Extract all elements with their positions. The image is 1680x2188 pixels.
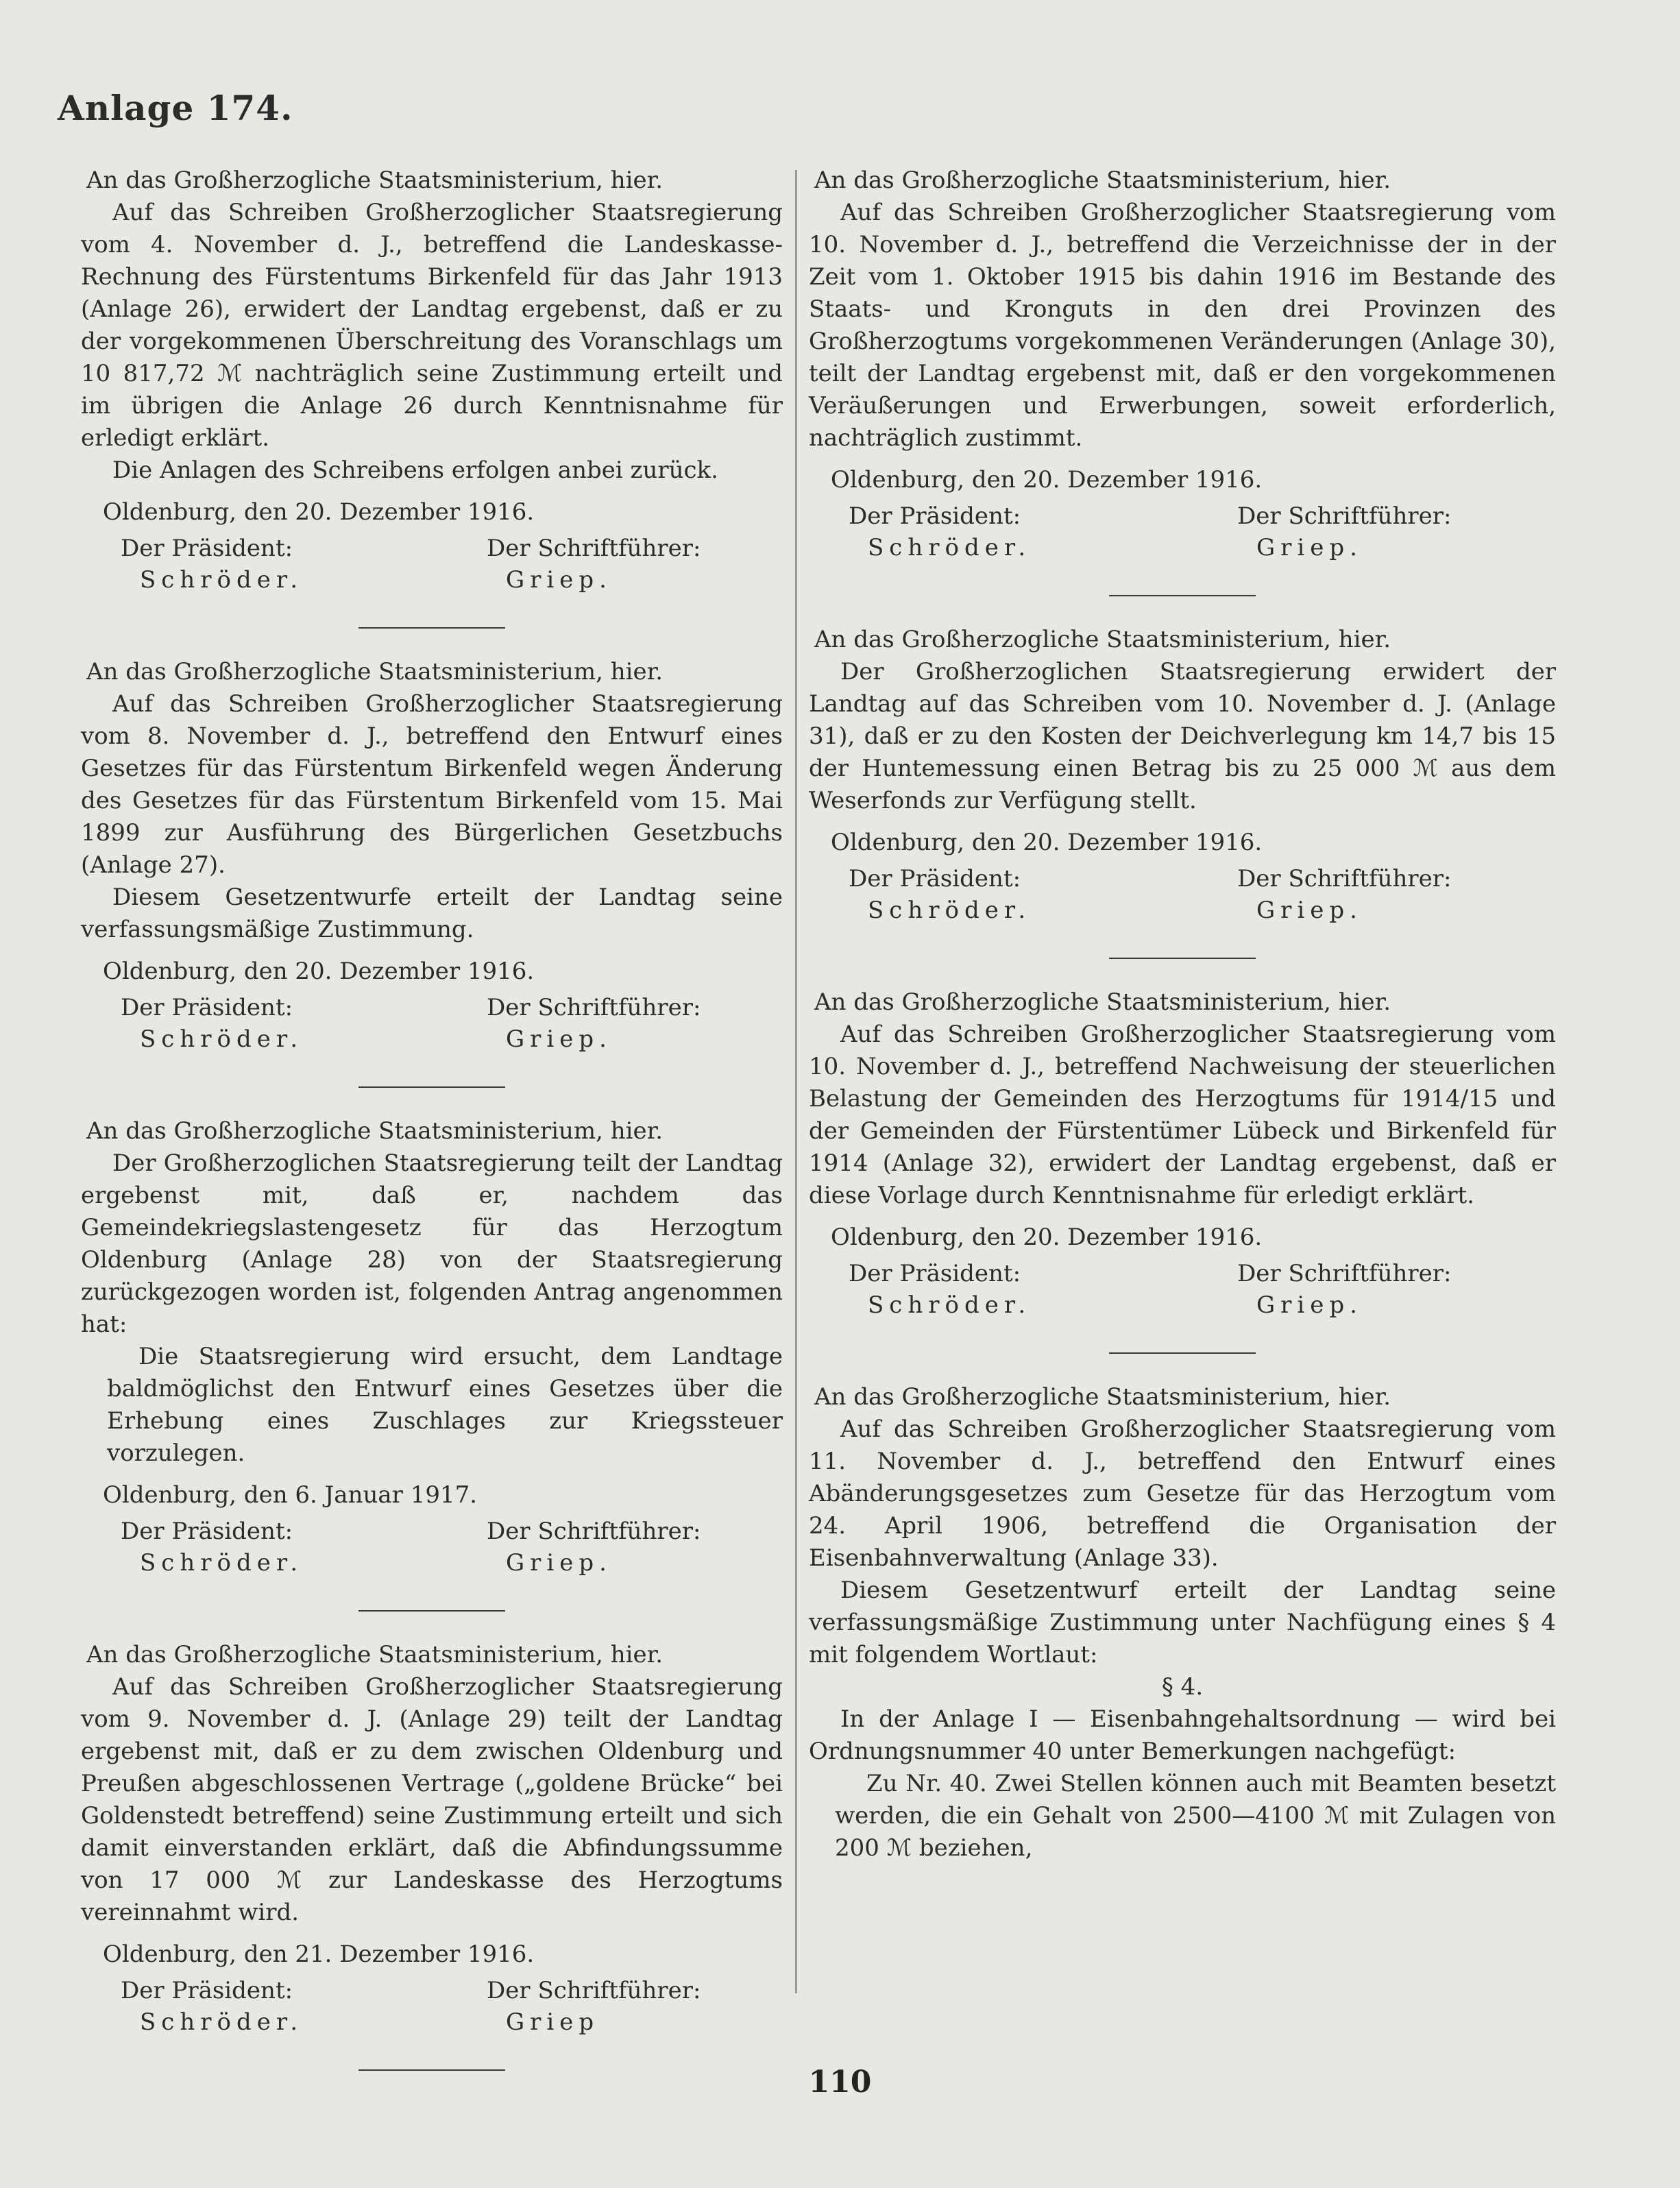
letter-place-date: Oldenburg, den 20. Dezember 1916. [831, 829, 1263, 856]
letter-paragraph: Auf das Schreiben Großherzoglicher Staatsregierung vom 8. November d. J., betreffend den Entwurf eines Gesetzes für das Fürstentum Birkenfeld wegen Änderung des Gesetzes für das Fürstentum Birkenfeld vom 15. Mai 1899 zur Ausführung des Bürgerlichen Gesetzbuchs (Anlage 27). [81, 690, 783, 879]
letter-anlage-31 [809, 624, 1556, 926]
president-label: Der Präsident: [121, 994, 293, 1021]
letter-address: An das Großherzogliche Staatsministerium, hier. [86, 1117, 664, 1145]
separator-rule [1109, 595, 1256, 596]
letter-anlage-26 [81, 165, 783, 596]
letter-paragraph: Der Großherzoglichen Staatsregierung erwidert der Landtag auf das Schreiben vom 10. November d. J. (Anlage 31), daß er zu den Kosten der Deichverlegung km 14,7 bis 15 der Huntemessung einen Betrag bis zu 25 000 ℳ aus dem Weserfonds zur Verfügung stellt. [809, 658, 1556, 814]
president-name: Schröder. [868, 1291, 1032, 1319]
letter-anlage-29 [81, 1639, 783, 2038]
president-name: Schröder. [140, 1025, 304, 1053]
secretary-label: Der Schriftführer: [487, 1977, 701, 2004]
signature-block [809, 1258, 1556, 1321]
letter-anlage-32 [809, 986, 1556, 1321]
letter-address: An das Großherzogliche Staatsministerium, hier. [86, 1641, 664, 1668]
letter-paragraph: Der Großherzoglichen Staatsregierung teilt der Landtag ergebenst mit, daß er, nachdem das Gemeindekriegslastengesetz für das Herzogtum Oldenburg (Anlage 28) von der Staatsregierung zurückgezogen worden ist, folgenden Antrag angenommen hat: [81, 1150, 783, 1338]
president-label: Der Präsident: [121, 1518, 293, 1545]
president-name: Schröder. [140, 566, 304, 594]
letter-paragraph: Die Anlagen des Schreibens erfolgen anbei zurück. [112, 457, 718, 484]
secretary-label: Der Schriftführer: [1237, 1260, 1452, 1287]
letter-paragraph: Diesem Gesetzentwurf erteilt der Landtag seine verfassungsmäßige Zustimmung unter Nachfügung eines § 4 mit folgendem Wortlaut: [809, 1577, 1556, 1668]
secretary-name: Griep. [1256, 1291, 1363, 1319]
section-title: § 4. [1161, 1673, 1204, 1701]
signature-block [81, 1975, 783, 2038]
page-heading: Anlage 174. [58, 88, 293, 128]
president-label: Der Präsident: [849, 502, 1021, 530]
secretary-name: Griep. [506, 1025, 612, 1053]
letter-place-date: Oldenburg, den 21. Dezember 1916. [103, 1941, 535, 1968]
letter-anlage-27 [81, 656, 783, 1055]
letter-place-date: Oldenburg, den 20. Dezember 1916. [831, 466, 1263, 494]
signature-block [81, 992, 783, 1055]
separator-rule [1109, 1352, 1256, 1354]
letter-anlage-33 [809, 1381, 1556, 1864]
letter-anlage-30 [809, 165, 1556, 563]
letter-address: An das Großherzogliche Staatsministerium, hier. [814, 167, 1391, 194]
letter-paragraph: Diesem Gesetzentwurfe erteilt der Landtag seine verfassungsmäßige Zustimmung. [81, 884, 783, 943]
separator-rule [1109, 958, 1256, 959]
president-label: Der Präsident: [121, 535, 293, 562]
president-name: Schröder. [868, 534, 1032, 561]
letter-address: An das Großherzogliche Staatsministerium, hier. [814, 626, 1391, 653]
letter-address: An das Großherzogliche Staatsministerium, hier. [86, 658, 664, 685]
section-quote: Zu Nr. 40. Zwei Stellen können auch mit Beamten besetzt werden, die ein Gehalt von 2500—4100 ℳ mit Zulagen von 200 ℳ beziehen, [835, 1770, 1556, 1862]
president-name: Schröder. [140, 1549, 304, 1577]
column-divider [795, 170, 797, 1993]
secretary-name: Griep. [1256, 897, 1363, 924]
secretary-label: Der Schriftführer: [487, 994, 701, 1021]
secretary-label: Der Schriftführer: [487, 1518, 701, 1545]
president-name: Schröder. [140, 2008, 304, 2036]
letter-address: An das Großherzogliche Staatsministerium, hier. [814, 1383, 1391, 1411]
secretary-name: Griep [506, 2008, 600, 2036]
president-label: Der Präsident: [121, 1977, 293, 2004]
section-text: In der Anlage I — Eisenbahngehaltsordnung — wird bei Ordnungsnummer 40 unter Bemerkungen nachgefügt: [809, 1705, 1556, 1765]
letter-place-date: Oldenburg, den 20. Dezember 1916. [103, 498, 535, 526]
letter-paragraph: Auf das Schreiben Großherzoglicher Staatsregierung vom 11. November d. J., betreffend den Entwurf eines Abänderungsgesetzes zum Gesetze für das Herzogtum vom 24. April 1906, betreffend die Organisation der Eisenbahnverwaltung (Anlage 33). [809, 1415, 1556, 1572]
letter-paragraph: Auf das Schreiben Großherzoglicher Staatsregierung vom 9. November d. J. (Anlage 29) teilt der Landtag ergebenst mit, daß er zu dem zwischen Oldenburg und Preußen abgeschlossenen Vertrage („goldene Brücke“ bei Goldenstedt betreffend) seine Zustimmung erteilt und sich damit einverstanden erklärt, daß die Abfindungssumme von 17 000 ℳ zur Landeskasse des Herzogtums vereinnahmt wird. [81, 1673, 783, 1926]
letter-place-date: Oldenburg, den 20. Dezember 1916. [831, 1224, 1263, 1251]
letter-address: An das Großherzogliche Staatsministerium, hier. [814, 988, 1391, 1016]
signature-block [81, 533, 783, 596]
secretary-name: Griep. [1256, 534, 1363, 561]
signature-block [809, 863, 1556, 926]
letter-paragraph: Auf das Schreiben Großherzoglicher Staatsregierung vom 4. November d. J., betreffend die Landeskasse-Rechnung des Fürstentums Birkenfeld für das Jahr 1913 (Anlage 26), erwidert der Landtag ergebenst, daß er zu der vorgekommenen Überschreitung des Voranschlags um 10 817,72 ℳ nachträglich seine Zustimmung erteilt und im übrigen die Anlage 26 durch Kenntnisnahme für erledigt erklärt. [81, 199, 783, 452]
page-number: 110 [808, 2065, 872, 2100]
separator-rule [358, 1610, 505, 1612]
letter-place-date: Oldenburg, den 20. Dezember 1916. [103, 958, 535, 985]
secretary-label: Der Schriftführer: [1237, 502, 1452, 530]
letter-paragraph: Auf das Schreiben Großherzoglicher Staatsregierung vom 10. November d. J., betreffend Nachweisung der steuerlichen Belastung der Gemeinden des Herzogtums für 1914/15 und der Gemeinden der Fürstentümer Lübeck und Birkenfeld für 1914 (Anlage 32), erwidert der Landtag ergebenst, daß er diese Vorlage durch Kenntnisnahme für erledigt erklärt. [809, 1021, 1556, 1209]
letter-paragraph: Auf das Schreiben Großherzoglicher Staatsregierung vom 10. November d. J., betreffend die Verzeichnisse der in der Zeit vom 1. Oktober 1915 bis dahin 1916 im Bestande des Staats- und Kronguts in den drei Provinzen des Großherzogtums vorgekommenen Veränderungen (Anlage 30), teilt der Landtag ergebenst mit, daß er den vorgekommenen Veräußerungen und Erwerbungen, soweit erforderlich, nachträglich zustimmt. [809, 199, 1556, 452]
signature-block [809, 500, 1556, 563]
letter-address: An das Großherzogliche Staatsministerium, hier. [86, 167, 664, 194]
signature-block [81, 1516, 783, 1579]
president-label: Der Präsident: [849, 865, 1021, 892]
left-column [81, 165, 783, 2098]
secretary-name: Griep. [506, 566, 612, 594]
president-label: Der Präsident: [849, 1260, 1021, 1287]
letter-place-date: Oldenburg, den 6. Januar 1917. [103, 1481, 478, 1509]
separator-rule [358, 1086, 505, 1088]
motion-text: Die Staatsregierung wird ersucht, dem Landtage baldmöglichst den Entwurf eines Gesetzes über die Erhebung eines Zuschlages zur Kriegssteuer vorzulegen. [107, 1343, 783, 1467]
secretary-label: Der Schriftführer: [487, 535, 701, 562]
letter-anlage-28 [81, 1115, 783, 1579]
president-name: Schröder. [868, 897, 1032, 924]
separator-rule [358, 627, 505, 629]
right-column [809, 165, 1556, 1864]
secretary-label: Der Schriftführer: [1237, 865, 1452, 892]
secretary-name: Griep. [506, 1549, 612, 1577]
